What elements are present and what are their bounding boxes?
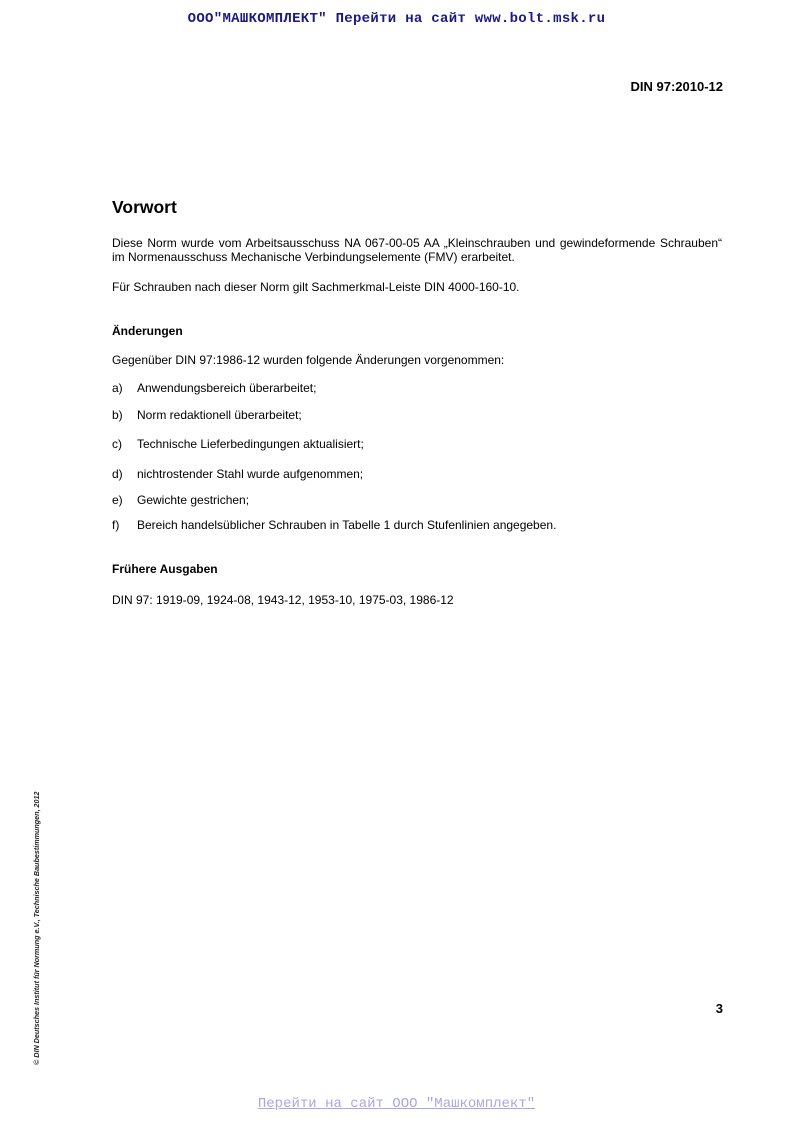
footer-link[interactable]: Перейти на сайт ООО "Машкомплект" bbox=[257, 1096, 536, 1112]
list-item bbox=[112, 408, 302, 422]
changes-heading: Änderungen bbox=[112, 324, 183, 338]
earlier-editions-heading: Frühere Ausgaben bbox=[112, 562, 218, 576]
list-item bbox=[112, 518, 556, 532]
list-item bbox=[112, 381, 316, 395]
page-number: 3 bbox=[715, 1001, 723, 1016]
list-text: Anwendungsbereich überarbeitet; bbox=[137, 381, 317, 395]
side-copyright: © DIN Deutsches Institut für Normung e.V., Technische Baubestimmungen, 2012 bbox=[32, 791, 41, 1065]
footer bbox=[0, 1096, 793, 1112]
earlier-editions-text: DIN 97: 1919-09, 1924-08, 1943-12, 1953-10, 1975-03, 1986-12 bbox=[112, 593, 454, 607]
site-banner: ООО"МАШКОМПЛЕКТ" Перейти на сайт www.bolt.msk.ru bbox=[187, 11, 606, 27]
list-marker: e) bbox=[112, 493, 123, 507]
list-text: Technische Lieferbedingungen aktualisiert; bbox=[137, 437, 364, 451]
list-text: Bereich handelsüblicher Schrauben in Tabelle 1 durch Stufenlinien angegeben. bbox=[137, 518, 557, 532]
intro-paragraph: Für Schrauben nach dieser Norm gilt Sachmerkmal-Leiste DIN 4000-160-10. bbox=[112, 280, 520, 294]
list-marker: c) bbox=[112, 437, 122, 451]
section-title: Vorwort bbox=[112, 197, 177, 217]
document-id: DIN 97:2010-12 bbox=[630, 79, 723, 94]
list-marker: b) bbox=[112, 408, 123, 422]
changes-lead: Gegenüber DIN 97:1986-12 wurden folgende Änderungen vorgenommen: bbox=[112, 353, 505, 367]
list-item bbox=[112, 467, 363, 481]
list-text: Norm redaktionell überarbeitet; bbox=[137, 408, 302, 422]
list-text: nichtrostender Stahl wurde aufgenommen; bbox=[137, 467, 364, 481]
list-marker: a) bbox=[112, 381, 123, 395]
list-item bbox=[112, 437, 364, 451]
list-text: Gewichte gestrichen; bbox=[137, 493, 250, 507]
intro-paragraph: Diese Norm wurde vom Arbeitsausschuss NA 067-00-05 AA „Kleinschrauben und gewindeformende Schrauben“ im Normenausschuss Mechanische Verbindungselemente (FMV) erarbeitet. bbox=[112, 236, 722, 264]
list-item bbox=[112, 493, 249, 507]
list-marker: f) bbox=[112, 518, 120, 532]
list-marker: d) bbox=[112, 467, 123, 481]
